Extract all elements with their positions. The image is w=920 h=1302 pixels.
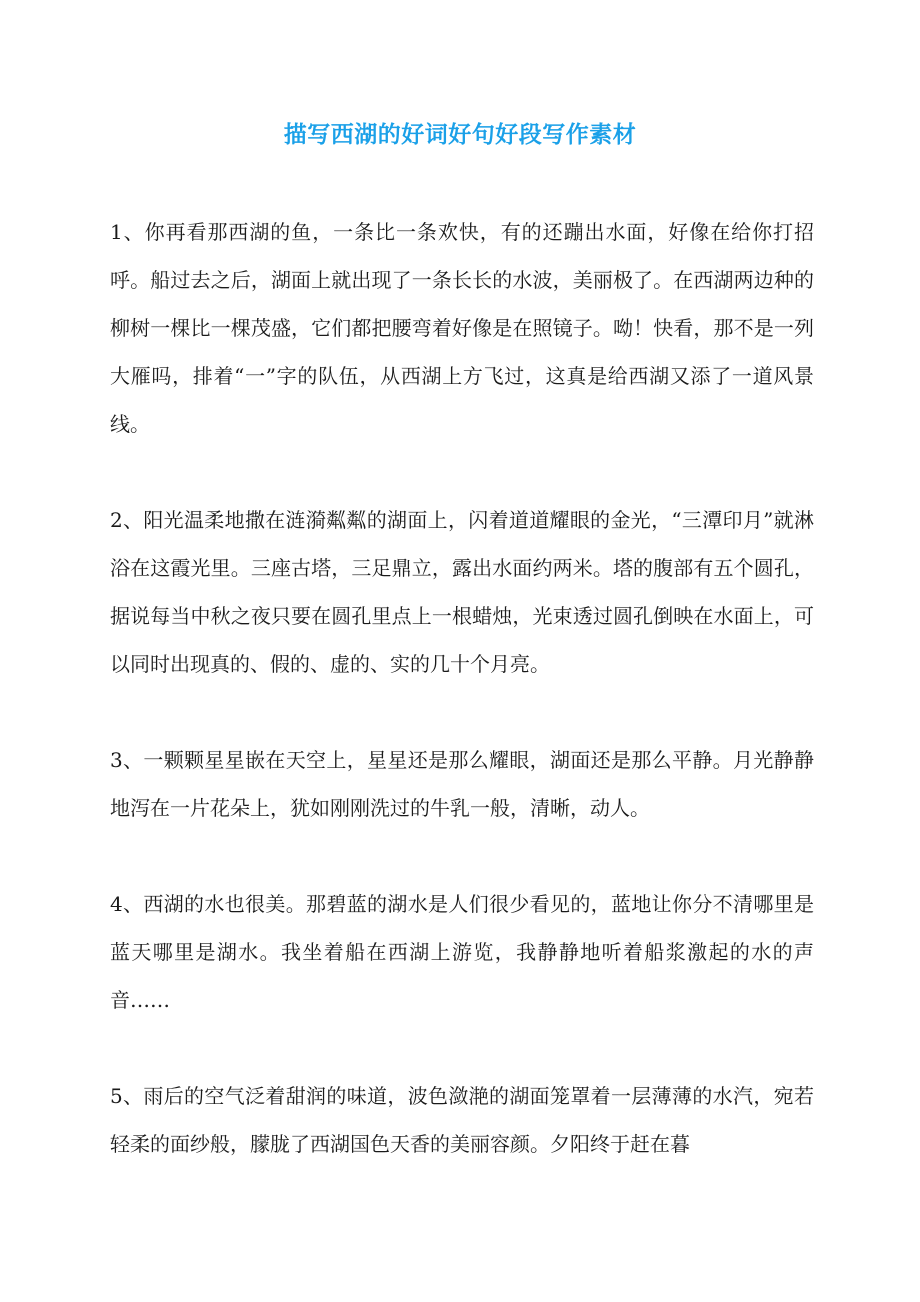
paragraph-5: 5、雨后的空气泛着甜润的味道，波色潋滟的湖面笼罩着一层薄薄的水汽，宛若轻柔的面纱般，朦胧了西湖国色天香的美丽容颜。夕阳终于赶在暮 [110,1084,814,1156]
paragraph-2: 2、阳光温柔地撒在涟漪粼粼的湖面上，闪着道道耀眼的金光，“三潭印月”就淋浴在这霞光里。三座古塔，三足鼎立，露出水面约两米。塔的腹部有五个圆孔，据说每当中秋之夜只要在圆孔里点上一根蜡烛，光束透过圆孔倒映在水面上，可以同时出现真的、假的、虚的、实的几十个月亮。 [110,508,814,676]
document-title: 描写西湖的好词好句好段写作素材 [283,122,637,148]
document-body [110,208,814,1216]
paragraph-3: 3、一颗颗星星嵌在天空上，星星还是那么耀眼，湖面还是那么平静。月光静静地泻在一片花朵上，犹如刚刚洗过的牛乳一般，清晰，动人。 [110,748,814,820]
paragraph-4: 4、西湖的水也很美。那碧蓝的湖水是人们很少看见的，蓝地让你分不清哪里是蓝天哪里是湖水。我坐着船在西湖上游览，我静静地听着船浆激起的水的声音…… [110,892,814,1012]
paragraph-1: 1、你再看那西湖的鱼，一条比一条欢快，有的还蹦出水面，好像在给你打招呼。船过去之后，湖面上就出现了一条长长的水波，美丽极了。在西湖两边种的柳树一棵比一棵茂盛，它们都把腰弯着好像是在照镜子。呦！快看，那不是一列大雁吗，排着“一”字的队伍，从西湖上方飞过，这真是给西湖又添了一道风景线。 [110,220,814,436]
